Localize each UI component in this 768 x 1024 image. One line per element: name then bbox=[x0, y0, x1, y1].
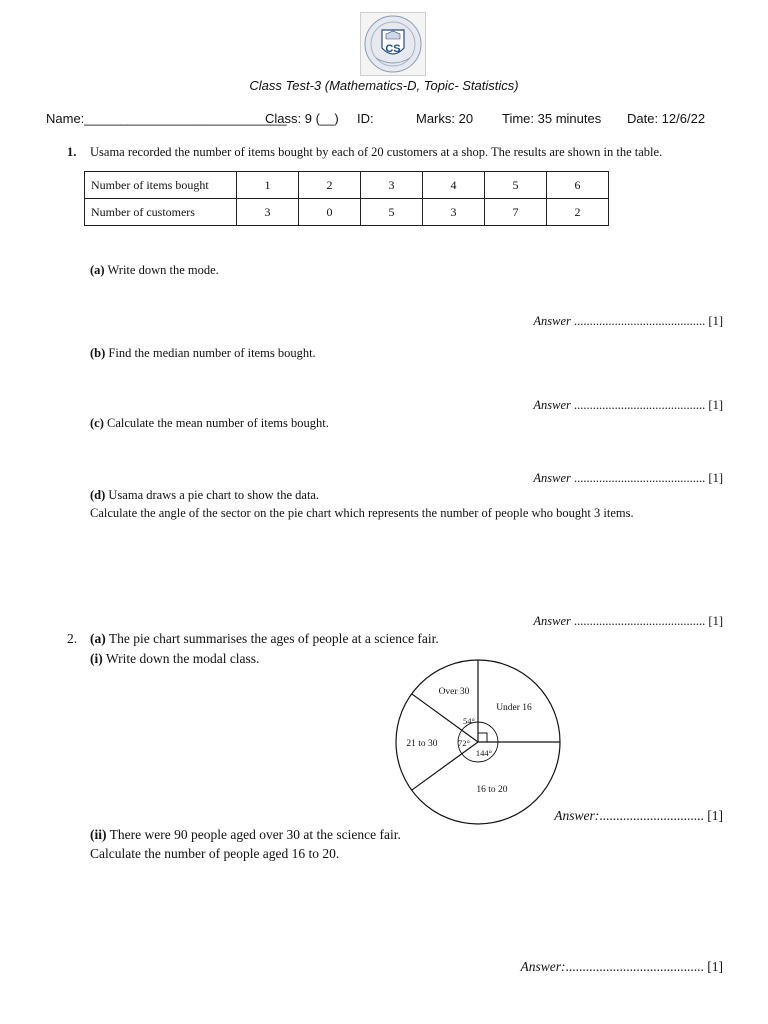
table-cell: 7 bbox=[485, 199, 547, 226]
q2a-question bbox=[90, 631, 439, 647]
q1b-tag: (b) bbox=[90, 346, 106, 360]
q2a-text: The pie chart summarises the ages of people at a science fair. bbox=[108, 631, 439, 646]
mark-label: [1] bbox=[705, 614, 723, 628]
q2a-tag: (a) bbox=[90, 631, 106, 646]
answer-word: Answer: bbox=[554, 808, 600, 823]
q2ai-text: Write down the modal class. bbox=[105, 651, 260, 666]
table-cell: 5 bbox=[485, 172, 547, 199]
q1a-answer-line[interactable] bbox=[533, 314, 723, 329]
table-cell: 4 bbox=[423, 172, 485, 199]
q1c-answer-line[interactable] bbox=[533, 471, 723, 486]
time-label: Time: 35 minutes bbox=[502, 111, 602, 126]
table-row bbox=[85, 199, 609, 226]
answer-dots: ............................... bbox=[599, 808, 704, 823]
pie-angle-label: 54° bbox=[463, 716, 475, 726]
answer-dots: ......................................... bbox=[565, 959, 704, 974]
q1a-tag: (a) bbox=[90, 263, 105, 277]
q2aii-tag: (ii) bbox=[90, 827, 107, 842]
mark-label: [1] bbox=[703, 959, 723, 974]
id-label: ID: bbox=[357, 111, 374, 126]
pie-slice-boundary bbox=[412, 742, 478, 790]
pie-chart bbox=[392, 646, 566, 840]
mark-label: [1] bbox=[705, 471, 723, 485]
answer-word: Answer bbox=[533, 314, 571, 328]
q2-number: 2. bbox=[67, 631, 78, 646]
pie-slice-label: Over 30 bbox=[438, 687, 470, 697]
q2aii-answer-line[interactable] bbox=[521, 959, 724, 975]
pie-angle-label: 144° bbox=[475, 748, 493, 758]
table-cell: 1 bbox=[237, 172, 299, 199]
answer-dots: .......................................... bbox=[570, 614, 706, 628]
q2ai-answer-line[interactable] bbox=[554, 808, 723, 824]
table-cell: 3 bbox=[237, 199, 299, 226]
q1d-answer-line[interactable] bbox=[533, 614, 723, 629]
table-cell: 2 bbox=[547, 199, 609, 226]
school-crest-icon bbox=[360, 12, 426, 76]
answer-dots: .......................................... bbox=[570, 471, 706, 485]
items-table bbox=[84, 171, 609, 226]
school-logo bbox=[360, 12, 426, 76]
answer-dots: .......................................... bbox=[570, 398, 706, 412]
table-row-label: Number of customers bbox=[85, 199, 237, 226]
table-cell: 5 bbox=[361, 199, 423, 226]
table-cell: 6 bbox=[547, 172, 609, 199]
pie-slice-label: 16 to 20 bbox=[476, 785, 508, 795]
marks-label: Marks: 20 bbox=[416, 111, 474, 126]
table-cell: 3 bbox=[361, 172, 423, 199]
right-angle-marker bbox=[478, 733, 487, 742]
pie-angle-label: 72° bbox=[458, 738, 470, 748]
table-cell: 2 bbox=[299, 172, 361, 199]
pie-slice-label: 21 to 30 bbox=[406, 739, 438, 749]
q2aii-text-line2: Calculate the number of people aged 16 to 20. bbox=[90, 846, 340, 861]
q1d-text-line2: Calculate the angle of the sector on the pie chart which represents the number of people who bought 3 items. bbox=[90, 506, 634, 520]
table-row bbox=[85, 172, 609, 199]
date-label: Date: 12/6/22 bbox=[627, 111, 706, 126]
mark-label: [1] bbox=[705, 314, 723, 328]
q2aii-question bbox=[90, 827, 401, 843]
pie-slice-label: Under 16 bbox=[496, 703, 532, 713]
name-field-label: Name:____________________________ bbox=[46, 111, 287, 126]
q1c-text: Calculate the mean number of items bought. bbox=[107, 416, 329, 430]
q1-number: 1. bbox=[67, 145, 77, 159]
table-row-label: Number of items bought bbox=[85, 172, 237, 199]
answer-dots: .......................................... bbox=[570, 314, 706, 328]
q1d-tag: (d) bbox=[90, 488, 106, 502]
mark-label: [1] bbox=[703, 808, 723, 823]
q2ai-question bbox=[90, 651, 259, 667]
answer-word: Answer bbox=[533, 614, 571, 628]
table-cell: 3 bbox=[423, 199, 485, 226]
answer-word: Answer: bbox=[520, 959, 566, 974]
q1-intro: Usama recorded the number of items bought by each of 20 customers at a shop. The results are shown in the table. bbox=[90, 145, 663, 159]
table-cell: 0 bbox=[299, 199, 361, 226]
q1b-question bbox=[90, 346, 316, 361]
logo-text: CS bbox=[385, 43, 401, 55]
class-label: Class: 9 (__) bbox=[265, 111, 339, 126]
q1c-tag: (c) bbox=[90, 416, 104, 430]
q1d-text: Usama draws a pie chart to show the data. bbox=[108, 488, 320, 502]
mark-label: [1] bbox=[705, 398, 723, 412]
q1d-question bbox=[90, 488, 319, 503]
q2ai-tag: (i) bbox=[90, 651, 103, 666]
answer-word: Answer bbox=[533, 398, 571, 412]
page-title: Class Test-3 (Mathematics-D, Topic- Statistics) bbox=[249, 78, 519, 93]
q1b-answer-line[interactable] bbox=[533, 398, 723, 413]
q1a-text: Write down the mode. bbox=[107, 263, 219, 277]
q2aii-text: There were 90 people aged over 30 at the science fair. bbox=[109, 827, 401, 842]
q1c-question bbox=[90, 416, 329, 431]
q1a-question bbox=[90, 263, 219, 278]
answer-word: Answer bbox=[533, 471, 571, 485]
q1b-text: Find the median number of items bought. bbox=[108, 346, 316, 360]
